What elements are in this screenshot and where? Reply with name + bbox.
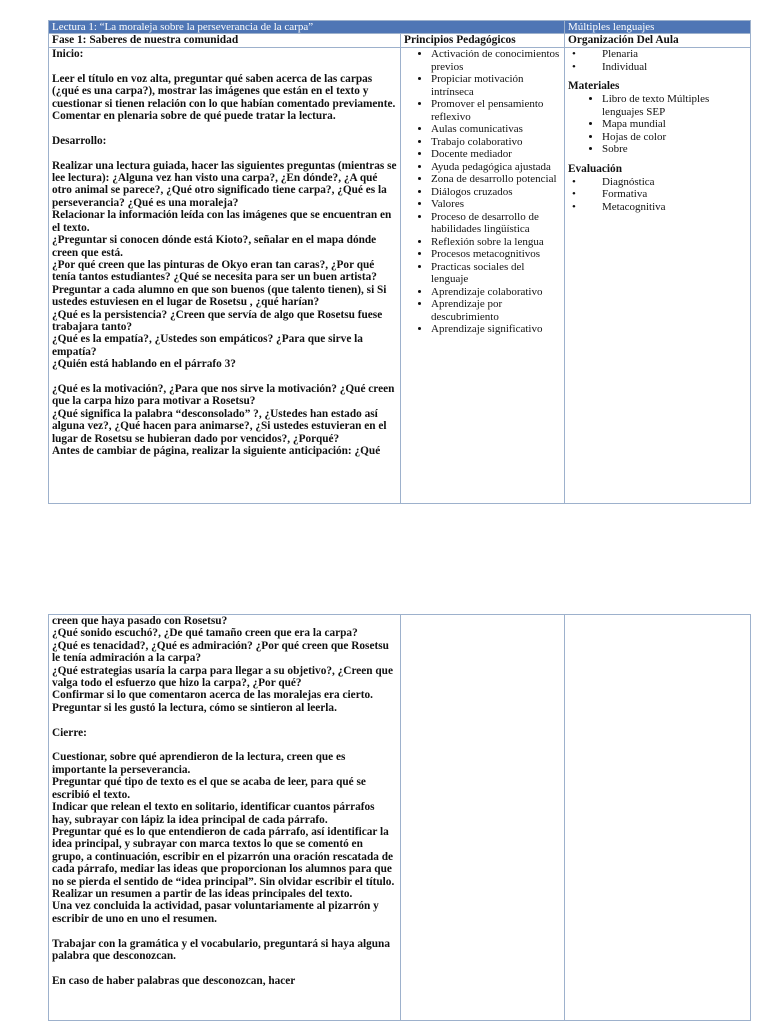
principle-item: • Proceso de desarrollo de habilidades lingüística [431, 211, 561, 236]
organization-cell [565, 48, 751, 504]
principle-item: • Valores [431, 198, 561, 211]
material-item: • Hojas de color [602, 131, 747, 144]
material-item: • Mapa mundial [602, 118, 747, 131]
evaluation-list [568, 176, 747, 214]
evaluation-item: • Formativa [568, 188, 747, 201]
principle-item: • Promover el pensamiento reflexivo [431, 98, 561, 123]
principle-item: • Activación de conocimientos previos [431, 48, 561, 73]
organization-header: Organización Del Aula [565, 34, 751, 48]
principle-item: • Docente mediador [431, 148, 561, 161]
evaluation-heading: Evaluación [568, 162, 622, 175]
content-row [49, 615, 751, 1021]
principle-item: • Aulas comunicativas [431, 123, 561, 136]
lesson-plan-table-continued [48, 614, 751, 1021]
table-title-row [49, 21, 751, 34]
activities-text: Inicio: Leer el título en voz alta, preguntar qué saben acerca de las carpas (¿qué es una carpa?), mostrar las imágenes que están en el texto y cuestionar si tienen relación con lo que habían comentado previamente. Comentar en plenaria sobre de qué puede tratar la lectura. Desarrollo: Realizar una lectura guiada, hacer las siguientes preguntas (mientras se lee lectura): ¿Alguna vez han visto una carpa?, ¿En dónde?, ¿A qué otro animal se parece?, ¿Qué otro significado tiene carpa?, ¿Qué es la perseverancia? ¿Qué es una moraleja? Relacionar la información leída con las imágenes que se encuentran en el texto. ¿Preguntar si conocen dónde está Kioto?, señalar en el mapa dónde creen que está. ¿Por qué creen que las pinturas de Okyo eran tan caras?, ¿Por qué tenía tantos estudiantes? ¿Qué se necesita para ser un buen artista? Preguntar a cada alumno en que son buenos (que talento tienen), si Si ustedes estuviesen en el lugar de Rosetsu , ¿qué harían? ¿Qué es la persistencia? ¿Creen que servía de algo que Rosetsu fuese trabajara tanto? ¿Qué es la empatía?, ¿Ustedes son empáticos? ¿Para que sirve la empatía? ¿Quién está hablando en el párrafo 3? ¿Qué es la motivación?, ¿Para que nos sirve la motivación? ¿Qué creen que la carpa hizo para motivar a Rosetsu? ¿Qué significa la palabra “desconsolado” ?, ¿Ustedes han estado así alguna vez?, ¿Qué hacen para animarse?, ¿Si ustedes estuvieran en el lugar de Rosetsu se hubieran dado por vencidos?, ¿Porqué? Antes de cambiar de página, realizar la siguiente anticipación: ¿Qué [52, 48, 397, 457]
materials-list [568, 93, 747, 156]
principle-item: • Propiciar motivación intrínseca [431, 73, 561, 98]
subject-title: Múltiples lenguajes [565, 21, 751, 34]
principles-cell [401, 615, 565, 1021]
material-item: • Sobre [602, 143, 747, 156]
organization-list [568, 48, 747, 73]
principles-list [404, 48, 561, 336]
principle-item: • Aprendizaje colaborativo [431, 286, 561, 299]
organization-item: • Plenaria [568, 48, 747, 61]
lesson-plan-table [48, 20, 751, 504]
principle-item: • Aprendizaje por descubrimiento [431, 298, 561, 323]
content-row [49, 48, 751, 504]
principle-item: • Procesos metacognitivos [431, 248, 561, 261]
principle-item: • Practicas sociales del lenguaje [431, 261, 561, 286]
principle-item: • Ayuda pedagógica ajustada [431, 161, 561, 174]
evaluation-item: • Metacognitiva [568, 201, 747, 214]
organization-cell [565, 615, 751, 1021]
principle-item: • Reflexión sobre la lengua [431, 236, 561, 249]
table-header-row [49, 34, 751, 48]
organization-item: • Individual [568, 61, 747, 74]
evaluation-item: • Diagnóstica [568, 176, 747, 189]
principle-item: • Aprendizaje significativo [431, 323, 561, 336]
principles-cell [401, 48, 565, 504]
activities-cell [49, 615, 401, 1021]
principle-item: • Zona de desarrollo potencial [431, 173, 561, 186]
principle-item: • Trabajo colaborativo [431, 136, 561, 149]
activities-text: creen que haya pasado con Rosetsu? ¿Qué sonido escuchó?, ¿De qué tamaño creen que era la carpa? ¿Qué es tenacidad?, ¿Qué es admiración? ¿Por qué creen que Rosetsu le tenía admiración a la carpa? ¿Qué estrategias usaría la carpa para llegar a su objetivo?, ¿Creen que valga todo el esfuerzo que hizo la carpa?, ¿Por qué? Confirmar si lo que comentaron acerca de las moralejas era cierto. Preguntar si les gustó la lectura, cómo se sintieron al leerla. Cierre: Cuestionar, sobre qué aprendieron de la lectura, creen que es importante la perseverancia. Preguntar qué tipo de texto es el que se acaba de leer, para qué se escribió el texto. Indicar que relean el texto en solitario, identificar cuantos párrafos hay, subrayar con lápiz la idea principal de cada párrafo. Preguntar qué es lo que entendieron de cada párrafo, así identificar la idea principal, y subrayar con marca textos lo que se comentó en grupo, a continuación, escribir en el pizarrón una oración rescatada de cada párrafo, mediar las ideas que proporcionan los alumnos para que no se pierda el sentido de “idea principal”. Sin olvidar escribir el título. Realizar un resumen a partir de las ideas principales del texto. Una vez concluida la actividad, pasar voluntariamente al pizarrón y escribir de uno en uno el resumen. Trabajar con la gramática y el vocabulario, preguntará si haya alguna palabra que desconozcan. En caso de haber palabras que desconozcan, hacer [52, 615, 395, 987]
principle-item: • Diálogos cruzados [431, 186, 561, 199]
reading-title: Lectura 1: “La moraleja sobre la perseverancia de la carpa” [49, 21, 565, 34]
activities-cell [49, 48, 401, 504]
phase-header: Fase 1: Saberes de nuestra comunidad [49, 34, 401, 48]
material-item: • Libro de texto Múltiples lenguajes SEP [602, 93, 747, 118]
materials-heading: Materiales [568, 80, 620, 92]
principles-header: Principios Pedagógicos [401, 34, 565, 48]
